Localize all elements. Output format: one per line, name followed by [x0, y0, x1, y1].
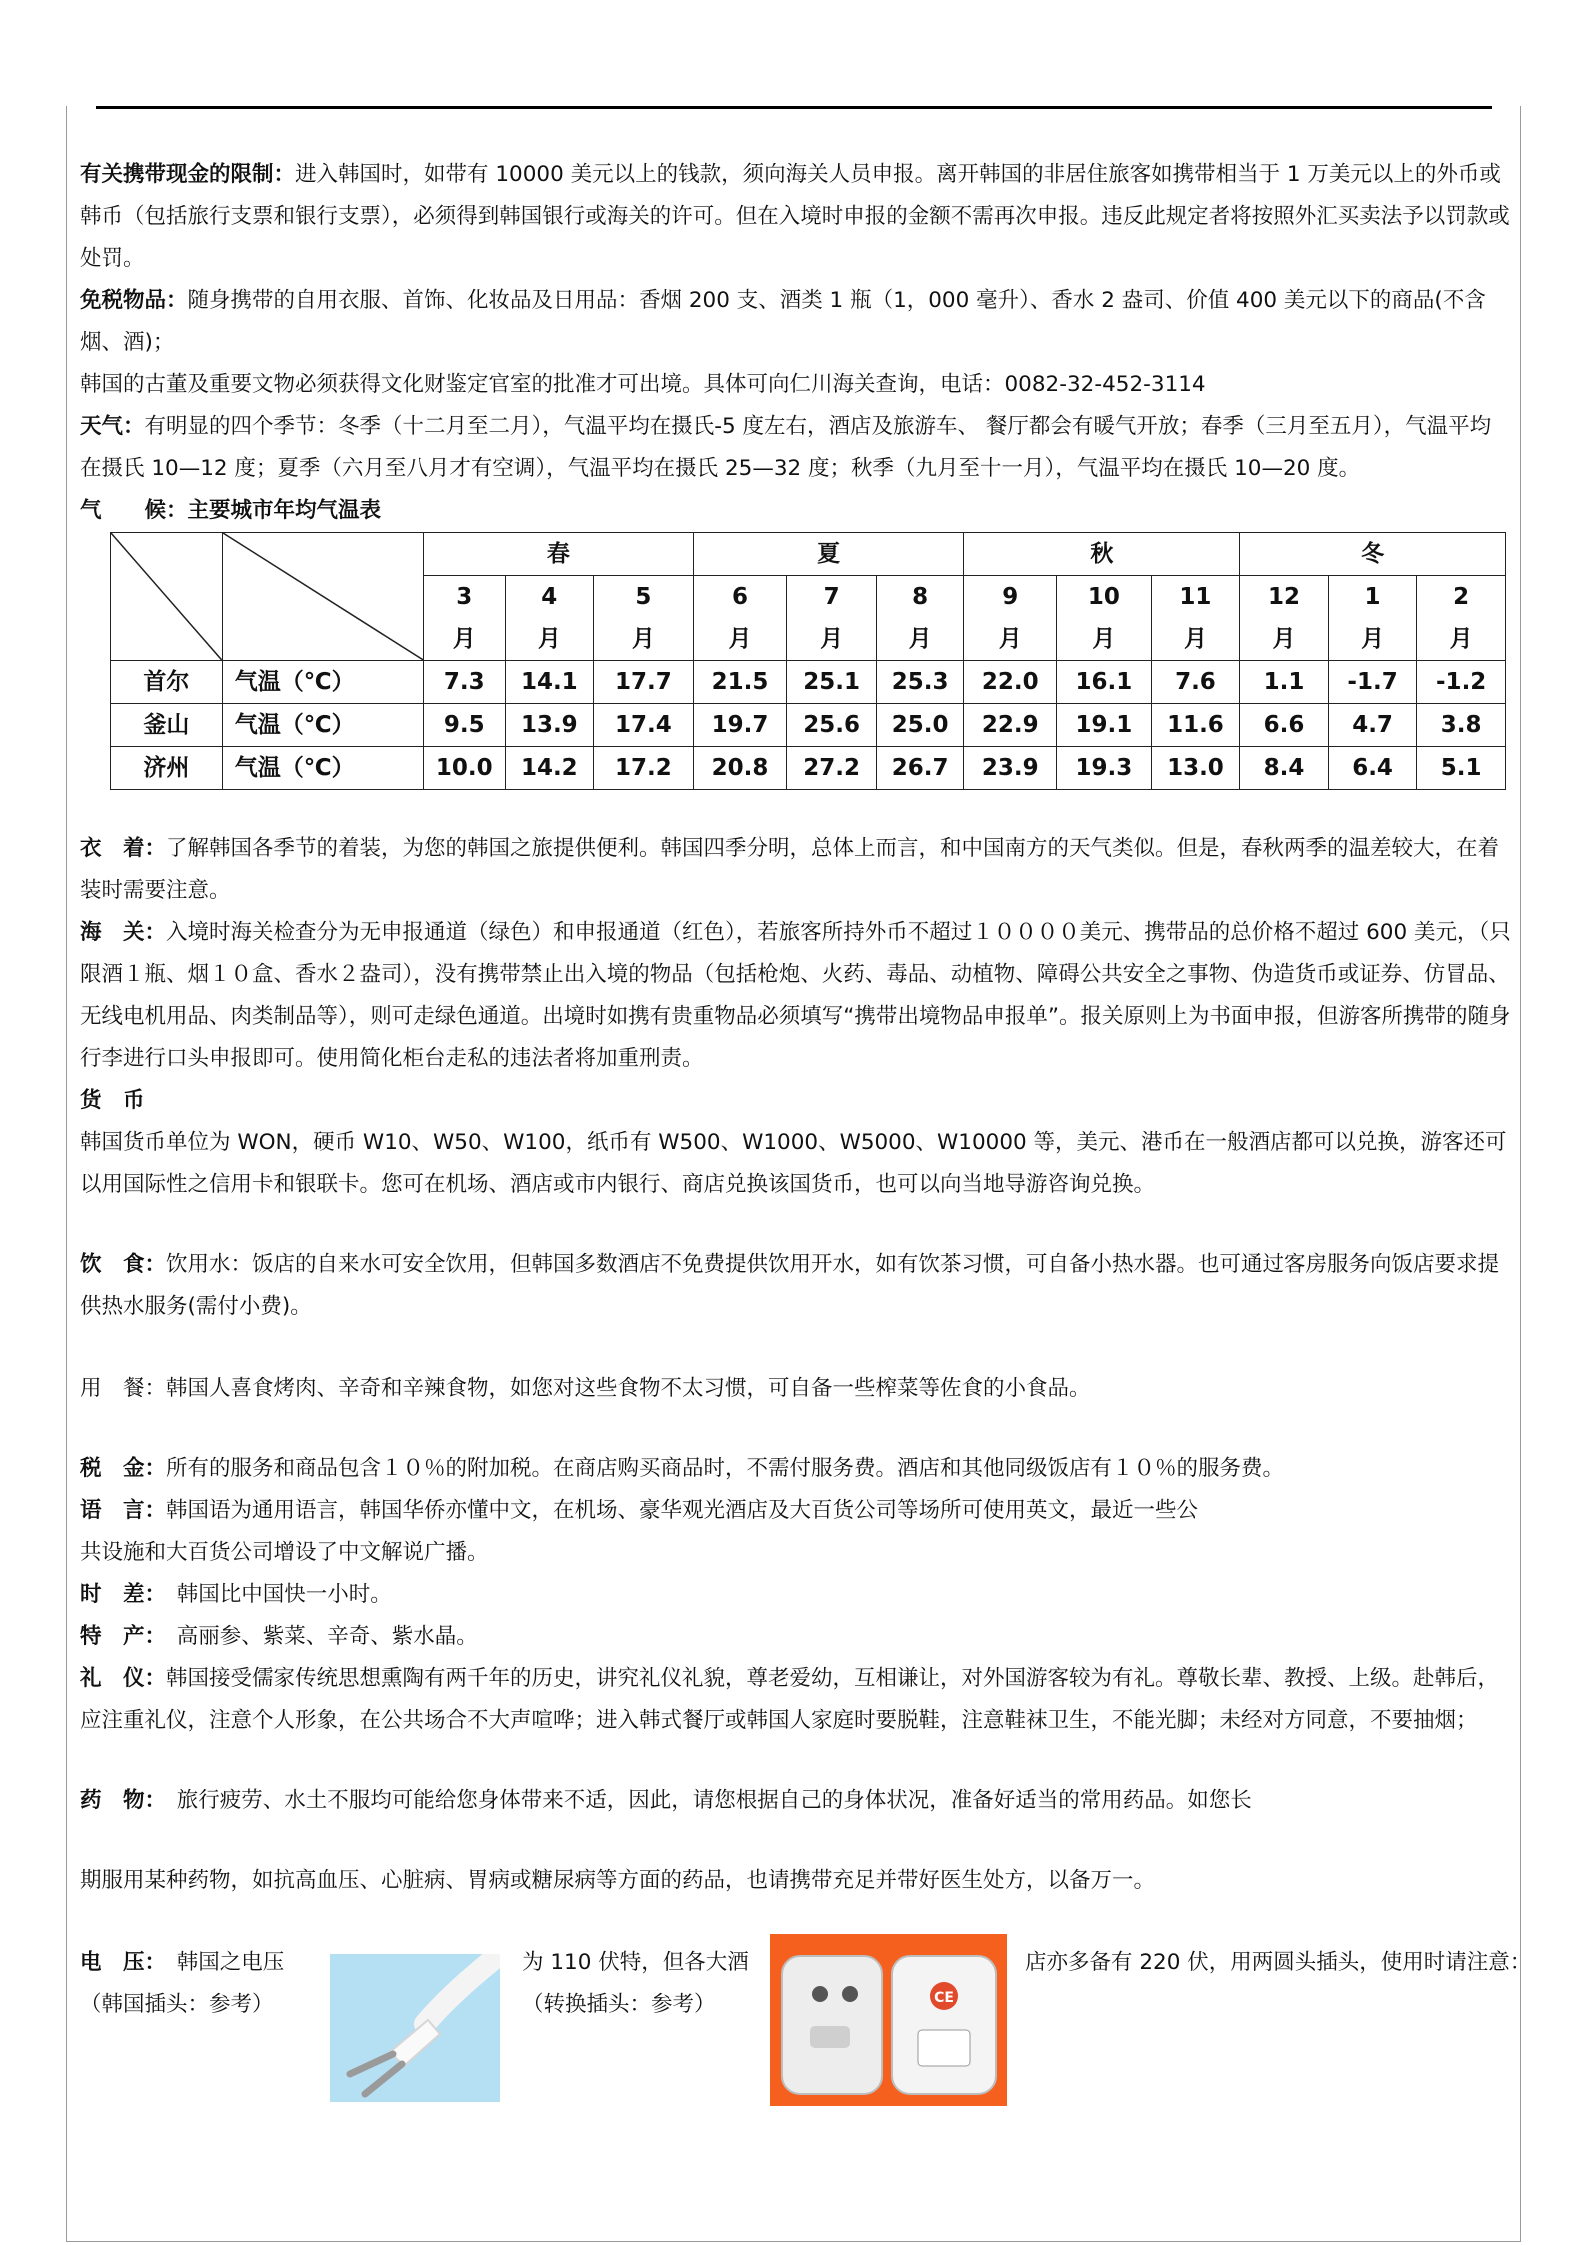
month-header: 3 月: [424, 576, 506, 661]
cash-section: [80, 154, 1512, 280]
language-text: 韩国语为通用语言，韩国华侨亦懂中文，在机场、豪华观光酒店及大百货公司等场所可使用英文，最近一些公: [166, 1498, 1199, 1523]
month-header: 6 月: [693, 576, 787, 661]
food-text: 饮用水：饭店的自来水可安全饮用，但韩国多数酒店不免费提供饮用开水，如有饮茶习惯，可自备小热水器。也可通过客房服务向饭店要求提供热水服务(需付小费)。: [80, 1252, 1500, 1319]
temp-cell: 6.6: [1240, 704, 1329, 747]
temp-cell: 3.8: [1417, 704, 1506, 747]
climate-row: [111, 704, 1506, 747]
weather-section: [80, 406, 1512, 490]
temp-cell: 17.4: [594, 704, 694, 747]
dutyfree-section: [80, 280, 1512, 364]
voltage-section: [80, 1942, 1532, 2122]
temp-cell: 25.0: [876, 704, 964, 747]
city-name: 釜山: [111, 704, 223, 747]
row-label: 气温（℃）: [222, 704, 423, 747]
climate-table: [110, 532, 1506, 790]
medicine-text-cont: 期服用某种药物，如抗高血压、心脏病、胃病或糖尿病等方面的药品，也请携带充足并带好医生处方，以备万一。: [80, 1868, 1156, 1893]
meals-text: 用 餐：韩国人喜食烤肉、辛奇和辛辣食物，如您对这些食物不太习惯，可自备一些榨菜等佐食的小食品。: [80, 1376, 1091, 1401]
cash-label: 有关携带现金的限制：: [80, 162, 296, 187]
temp-cell: 21.5: [693, 661, 787, 704]
temp-cell: 9.5: [424, 704, 506, 747]
season-header: 秋: [964, 533, 1240, 576]
etiquette-section: [80, 1658, 1512, 1742]
temp-cell: 7.6: [1151, 661, 1240, 704]
row-label: 气温（℃）: [222, 747, 423, 790]
timediff-text: 韩国比中国快一小时。: [155, 1582, 392, 1607]
customs-text: 入境时海关检查分为无申报通道（绿色）和申报通道（红色），若旅客所持外币不超过１００００美元、携带品的总价格不超过 600 美元，（只限酒１瓶、烟１０盒、香水２盎司），没有携带禁止出入境的物品（包括枪炮、火药、毒品、动植物、障碍公共安全之事物、伪造货币或证券、仿冒品、无线电机用品、肉类制品等），则可走绿色通道。出境时如携有贵重物品必须填写“携带出境物品申报单”。报关原则上为书面申报，但游客所携带的随身行李进行口头申报即可。使用简化柜台走私的违法者将加重刑责。: [80, 920, 1511, 1071]
temp-cell: 16.1: [1057, 661, 1152, 704]
header-rule: [96, 106, 1492, 109]
temp-cell: 27.2: [787, 747, 877, 790]
currency-text: 韩国货币单位为 WON，硬币 W10、W50、W100，纸币有 W500、W1000、W5000、W10000 等，美元、港币在一般酒店都可以兑换，游客还可以用国际性之信用卡和银联卡。您可在机场、酒店或市内银行、商店兑换该国货币，也可以向当地导游咨询兑换。: [80, 1130, 1507, 1197]
temp-cell: 4.7: [1328, 704, 1417, 747]
row-label: 气温（℃）: [222, 661, 423, 704]
temp-cell: -1.2: [1417, 661, 1506, 704]
month-header: 10 月: [1057, 576, 1152, 661]
city-name: 济州: [111, 747, 223, 790]
temp-cell: -1.7: [1328, 661, 1417, 704]
tax-text: 所有的服务和商品包含１０％的附加税。在商店购买商品时，不需付服务费。酒店和其他同级饭店有１０％的服务费。: [166, 1456, 1285, 1481]
cash-text: 进入韩国时，如带有 10000 美元以上的钱款，须向海关人员申报。离开韩国的非居住旅客如携带相当于 1 万美元以上的外币或韩币（包括旅行支票和银行支票），必须得到韩国银行或海关的许可。但在入境时申报的金额不需再次申报。违反此规定者将按照外汇买卖法予以罚款或处罚。: [80, 162, 1510, 271]
month-header: 2 月: [1417, 576, 1506, 661]
document-body: [80, 154, 1532, 2122]
temp-cell: 1.1: [1240, 661, 1329, 704]
climate-title: 主要城市年均气温表: [187, 498, 382, 523]
temp-cell: 19.7: [693, 704, 787, 747]
food-label: 饮 食：: [80, 1252, 167, 1277]
voltage-text-1: 韩国之电压: [155, 1950, 285, 1975]
temp-cell: 25.6: [787, 704, 877, 747]
temp-cell: 11.6: [1151, 704, 1240, 747]
weather-label: 天气：: [80, 414, 145, 439]
adapter-caption: （转换插头：参考）: [522, 1992, 716, 2017]
timediff-section: [80, 1574, 1512, 1616]
temp-cell: 22.9: [964, 704, 1057, 747]
month-header: 9 月: [964, 576, 1057, 661]
antiques-text: 韩国的古董及重要文物必须获得文化财鉴定官室的批准才可出境。具体可向仁川海关查询，电话：0082-32-452-3114: [80, 372, 1206, 397]
month-header: 1 月: [1328, 576, 1417, 661]
products-label: 特 产：: [80, 1624, 156, 1649]
adapter-brand: CE: [934, 1990, 954, 2006]
spacer: [80, 1742, 1512, 1780]
language-text-cont: 共设施和大百货公司增设了中文解说广播。: [80, 1540, 489, 1565]
month-header: 5 月: [594, 576, 694, 661]
temp-cell: 26.7: [876, 747, 964, 790]
medicine-label: 药 物：: [80, 1788, 156, 1813]
month-header: 7 月: [787, 576, 877, 661]
temp-cell: 25.3: [876, 661, 964, 704]
customs-section: [80, 912, 1512, 1080]
month-header: 12 月: [1240, 576, 1329, 661]
season-header: 春: [424, 533, 694, 576]
temp-cell: 13.9: [505, 704, 594, 747]
header-corner-right: [222, 533, 423, 661]
spacer: [80, 1822, 1512, 1860]
temp-cell: 17.2: [594, 747, 694, 790]
medicine-text: 旅行疲劳、水土不服均可能给您身体带来不适，因此，请您根据自己的身体状况，准备好适当的常用药品。如您长: [155, 1788, 1252, 1813]
korean-plug-photo: [330, 1954, 500, 2102]
products-section: [80, 1616, 1512, 1658]
voltage-label: 电 压：: [80, 1950, 156, 1975]
travel-adapter-photo: [770, 1934, 1007, 2106]
season-header: 夏: [693, 533, 964, 576]
language-section: [80, 1490, 1512, 1532]
temp-cell: 7.3: [424, 661, 506, 704]
timediff-label: 时 差：: [80, 1582, 156, 1607]
voltage-text-2: 为 110 伏特，但各大酒: [522, 1950, 749, 1975]
dutyfree-label: 免税物品：: [80, 288, 188, 313]
dutyfree-text: 随身携带的自用衣服、首饰、化妆品及日用品：香烟 200 支、酒类 1 瓶（1，000 毫升）、香水 2 盎司、价值 400 美元以下的商品(不含烟、酒)；: [80, 288, 1486, 355]
month-header: 4 月: [505, 576, 594, 661]
weather-text: 有明显的四个季节：冬季（十二月至二月），气温平均在摄氏-5 度左右，酒店及旅游车、 餐厅都会有暖气开放；春季（三月至五月），气温平均在摄氏 10—12 度；夏季（六月至八月才有空调），气温平均在摄氏 25—32 度；秋季（九月至十一月），气温平均在摄氏 10—20 度。: [80, 414, 1492, 481]
temp-cell: 17.7: [594, 661, 694, 704]
climate-heading: [80, 490, 1512, 532]
clothing-section: [80, 828, 1512, 912]
etiquette-text: 韩国接受儒家传统思想熏陶有两千年的历史，讲究礼仪礼貌，尊老爱幼，互相谦让，对外国游客较为有礼。尊敬长辈、教授、上级。赴韩后，应注重礼仪，注意个人形象，在公共场合不大声喧哗；进入韩式餐厅或韩国人家庭时要脱鞋，注意鞋袜卫生，不能光脚；未经对方同意，不要抽烟；: [80, 1666, 1500, 1733]
temp-cell: 19.3: [1057, 747, 1152, 790]
spacer: [80, 1206, 1512, 1244]
food-section: [80, 1244, 1512, 1328]
tax-section: [80, 1448, 1512, 1490]
temp-cell: 5.1: [1417, 747, 1506, 790]
customs-label: 海 关：: [80, 920, 167, 945]
temp-cell: 22.0: [964, 661, 1057, 704]
korean-plug-caption: （韩国插头：参考）: [80, 1992, 274, 2017]
temp-cell: 14.1: [505, 661, 594, 704]
temp-cell: 25.1: [787, 661, 877, 704]
month-header: 11 月: [1151, 576, 1240, 661]
temp-cell: 14.2: [505, 747, 594, 790]
climate-label: 气 候：: [80, 498, 188, 523]
temp-cell: 6.4: [1328, 747, 1417, 790]
voltage-text-3: 店亦多备有 220 伏，用两圆头插头，使用时请注意：: [1025, 1950, 1532, 1975]
month-header: 8 月: [876, 576, 964, 661]
temp-cell: 20.8: [693, 747, 787, 790]
climate-row: [111, 661, 1506, 704]
products-text: 高丽参、紫菜、辛奇、紫水晶。: [155, 1624, 478, 1649]
temp-cell: 8.4: [1240, 747, 1329, 790]
header-corner-left: [111, 533, 223, 661]
currency-label: 货 币: [80, 1088, 145, 1113]
season-header: 冬: [1240, 533, 1506, 576]
spacer: [80, 1328, 1512, 1368]
temp-cell: 19.1: [1057, 704, 1152, 747]
language-label: 语 言：: [80, 1498, 167, 1523]
clothing-label: 衣 着：: [80, 836, 167, 861]
temp-cell: 13.0: [1151, 747, 1240, 790]
temp-cell: 23.9: [964, 747, 1057, 790]
city-name: 首尔: [111, 661, 223, 704]
medicine-section: [80, 1780, 1512, 1822]
spacer: [80, 1410, 1512, 1448]
clothing-text: 了解韩国各季节的着装，为您的韩国之旅提供便利。韩国四季分明，总体上而言，和中国南方的天气类似。但是，春秋两季的温差较大，在着装时需要注意。: [80, 836, 1500, 903]
spacer: [80, 790, 1512, 828]
climate-rows: [111, 661, 1506, 790]
etiquette-label: 礼 仪：: [80, 1666, 167, 1691]
tax-label: 税 金：: [80, 1456, 167, 1481]
climate-row: [111, 747, 1506, 790]
temp-cell: 10.0: [424, 747, 506, 790]
